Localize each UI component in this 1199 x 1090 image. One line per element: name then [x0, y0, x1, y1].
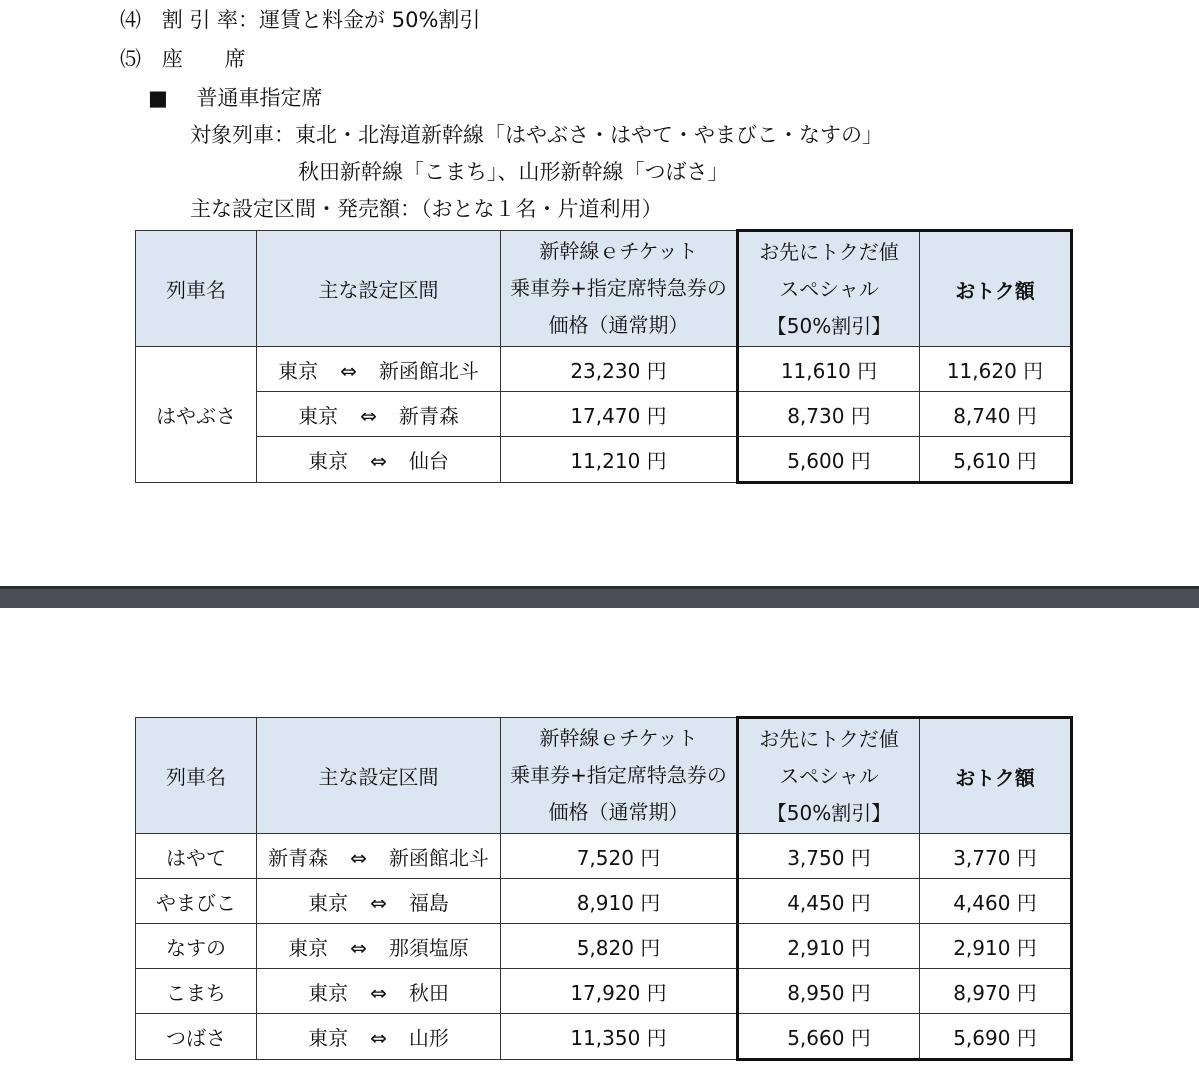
- normal-price: 11,210 円: [501, 437, 738, 483]
- item-5-number: ⑸: [120, 47, 141, 71]
- header-special-price: お先にトクだ値 スペシャル 【50%割引】: [738, 718, 920, 834]
- bidirectional-arrow-icon: ⇔: [370, 1026, 387, 1050]
- fare-caption: 主な設定区間・発売額：（おとな１名・片道利用）: [190, 197, 663, 221]
- header-train-name: 列車名: [136, 718, 257, 834]
- saving: 11,620 円: [920, 347, 1072, 392]
- special-price: 8,950 円: [738, 969, 920, 1014]
- item-4-label: 割 引 率: [161, 8, 239, 32]
- table-row: [136, 924, 1072, 969]
- item-4-colon: ：: [238, 8, 260, 32]
- header-train-name: 列車名: [136, 231, 257, 347]
- normal-price: 23,230 円: [501, 347, 738, 392]
- train-name: つばさ: [136, 1014, 257, 1060]
- header-normal-price: 新幹線ｅチケット 乗車券+指定席特急券の 価格（通常期）: [501, 718, 738, 834]
- special-price: 5,660 円: [738, 1014, 920, 1060]
- header-normal-price: 新幹線ｅチケット 乗車券+指定席特急券の 価格（通常期）: [501, 231, 738, 347]
- normal-price: 17,470 円: [501, 392, 738, 437]
- normal-price: 8,910 円: [501, 879, 738, 924]
- section: 東京 ⇔ 那須塩原: [257, 924, 501, 969]
- special-price: 8,730 円: [738, 392, 920, 437]
- target-label: 対象列車：: [190, 123, 295, 147]
- table-row: [136, 879, 1072, 924]
- train-name: はやぶさ: [136, 347, 257, 483]
- normal-price: 7,520 円: [501, 834, 738, 879]
- bidirectional-arrow-icon: ⇔: [340, 358, 357, 383]
- train-name: はやて: [136, 834, 257, 879]
- bidirectional-arrow-icon: ⇔: [360, 403, 377, 428]
- saving: 5,610 円: [920, 437, 1072, 483]
- saving: 8,740 円: [920, 392, 1072, 437]
- header-section: 主な設定区間: [257, 231, 501, 347]
- normal-price: 11,350 円: [501, 1014, 738, 1060]
- saving: 8,970 円: [920, 969, 1072, 1014]
- table-row: [136, 392, 1072, 437]
- header-saving: おトク額: [920, 718, 1072, 834]
- table-row: [136, 969, 1072, 1014]
- train-name: やまびこ: [136, 879, 257, 924]
- bidirectional-arrow-icon: ⇔: [370, 449, 387, 473]
- header-section: 主な設定区間: [257, 718, 501, 834]
- section: 東京 ⇔ 新青森: [257, 392, 501, 437]
- train-name: こまち: [136, 969, 257, 1014]
- bidirectional-arrow-icon: ⇔: [350, 935, 367, 960]
- header-special-price: お先にトクだ値 スペシャル 【50%割引】: [738, 231, 920, 347]
- bidirectional-arrow-icon: ⇔: [370, 980, 387, 1005]
- target-trains-1: 東北・北海道新幹線「はやぶさ・はやて・やまびこ・なすの」: [295, 123, 883, 147]
- section-divider: [0, 586, 1199, 608]
- section: 新青森 ⇔ 新函館北斗: [257, 834, 501, 879]
- target-trains-line-2: 秋田新幹線「こまち」、山形新幹線「つばさ」: [298, 160, 729, 184]
- seat-type: 普通車指定席: [196, 86, 323, 110]
- item-4-number: ⑷: [120, 8, 141, 32]
- table-row: [136, 1014, 1072, 1060]
- train-name: なすの: [136, 924, 257, 969]
- saving: 3,770 円: [920, 834, 1072, 879]
- seat-type-line: [148, 84, 323, 112]
- item-5-seats: [120, 45, 246, 73]
- section: 東京 ⇔ 仙台: [257, 437, 501, 483]
- item-4-discount-rate: [120, 6, 480, 34]
- saving: 5,690 円: [920, 1014, 1072, 1060]
- saving: 2,910 円: [920, 924, 1072, 969]
- special-price: 2,910 円: [738, 924, 920, 969]
- table-row: [136, 834, 1072, 879]
- fare-table-others: [135, 716, 1073, 1061]
- section: 東京 ⇔ 山形: [257, 1014, 501, 1060]
- bidirectional-arrow-icon: ⇔: [370, 890, 387, 915]
- fare-table-hayabusa: [135, 229, 1073, 484]
- table-row: [136, 437, 1072, 483]
- saving: 4,460 円: [920, 879, 1072, 924]
- normal-price: 5,820 円: [501, 924, 738, 969]
- bullet-square: ■: [148, 86, 168, 110]
- item-4-text: 運賃と料金が 50%割引: [259, 8, 481, 32]
- normal-price: 17,920 円: [501, 969, 738, 1014]
- section: 東京 ⇔ 福島: [257, 879, 501, 924]
- table-row: [136, 347, 1072, 392]
- special-price: 4,450 円: [738, 879, 920, 924]
- special-price: 5,600 円: [738, 437, 920, 483]
- header-saving: おトク額: [920, 231, 1072, 347]
- special-price: 3,750 円: [738, 834, 920, 879]
- bidirectional-arrow-icon: ⇔: [350, 845, 367, 870]
- section: 東京 ⇔ 新函館北斗: [257, 347, 501, 392]
- target-trains-line-1: [190, 121, 883, 149]
- item-5-label: 座 席: [161, 47, 246, 71]
- section: 東京 ⇔ 秋田: [257, 969, 501, 1014]
- special-price: 11,610 円: [738, 347, 920, 392]
